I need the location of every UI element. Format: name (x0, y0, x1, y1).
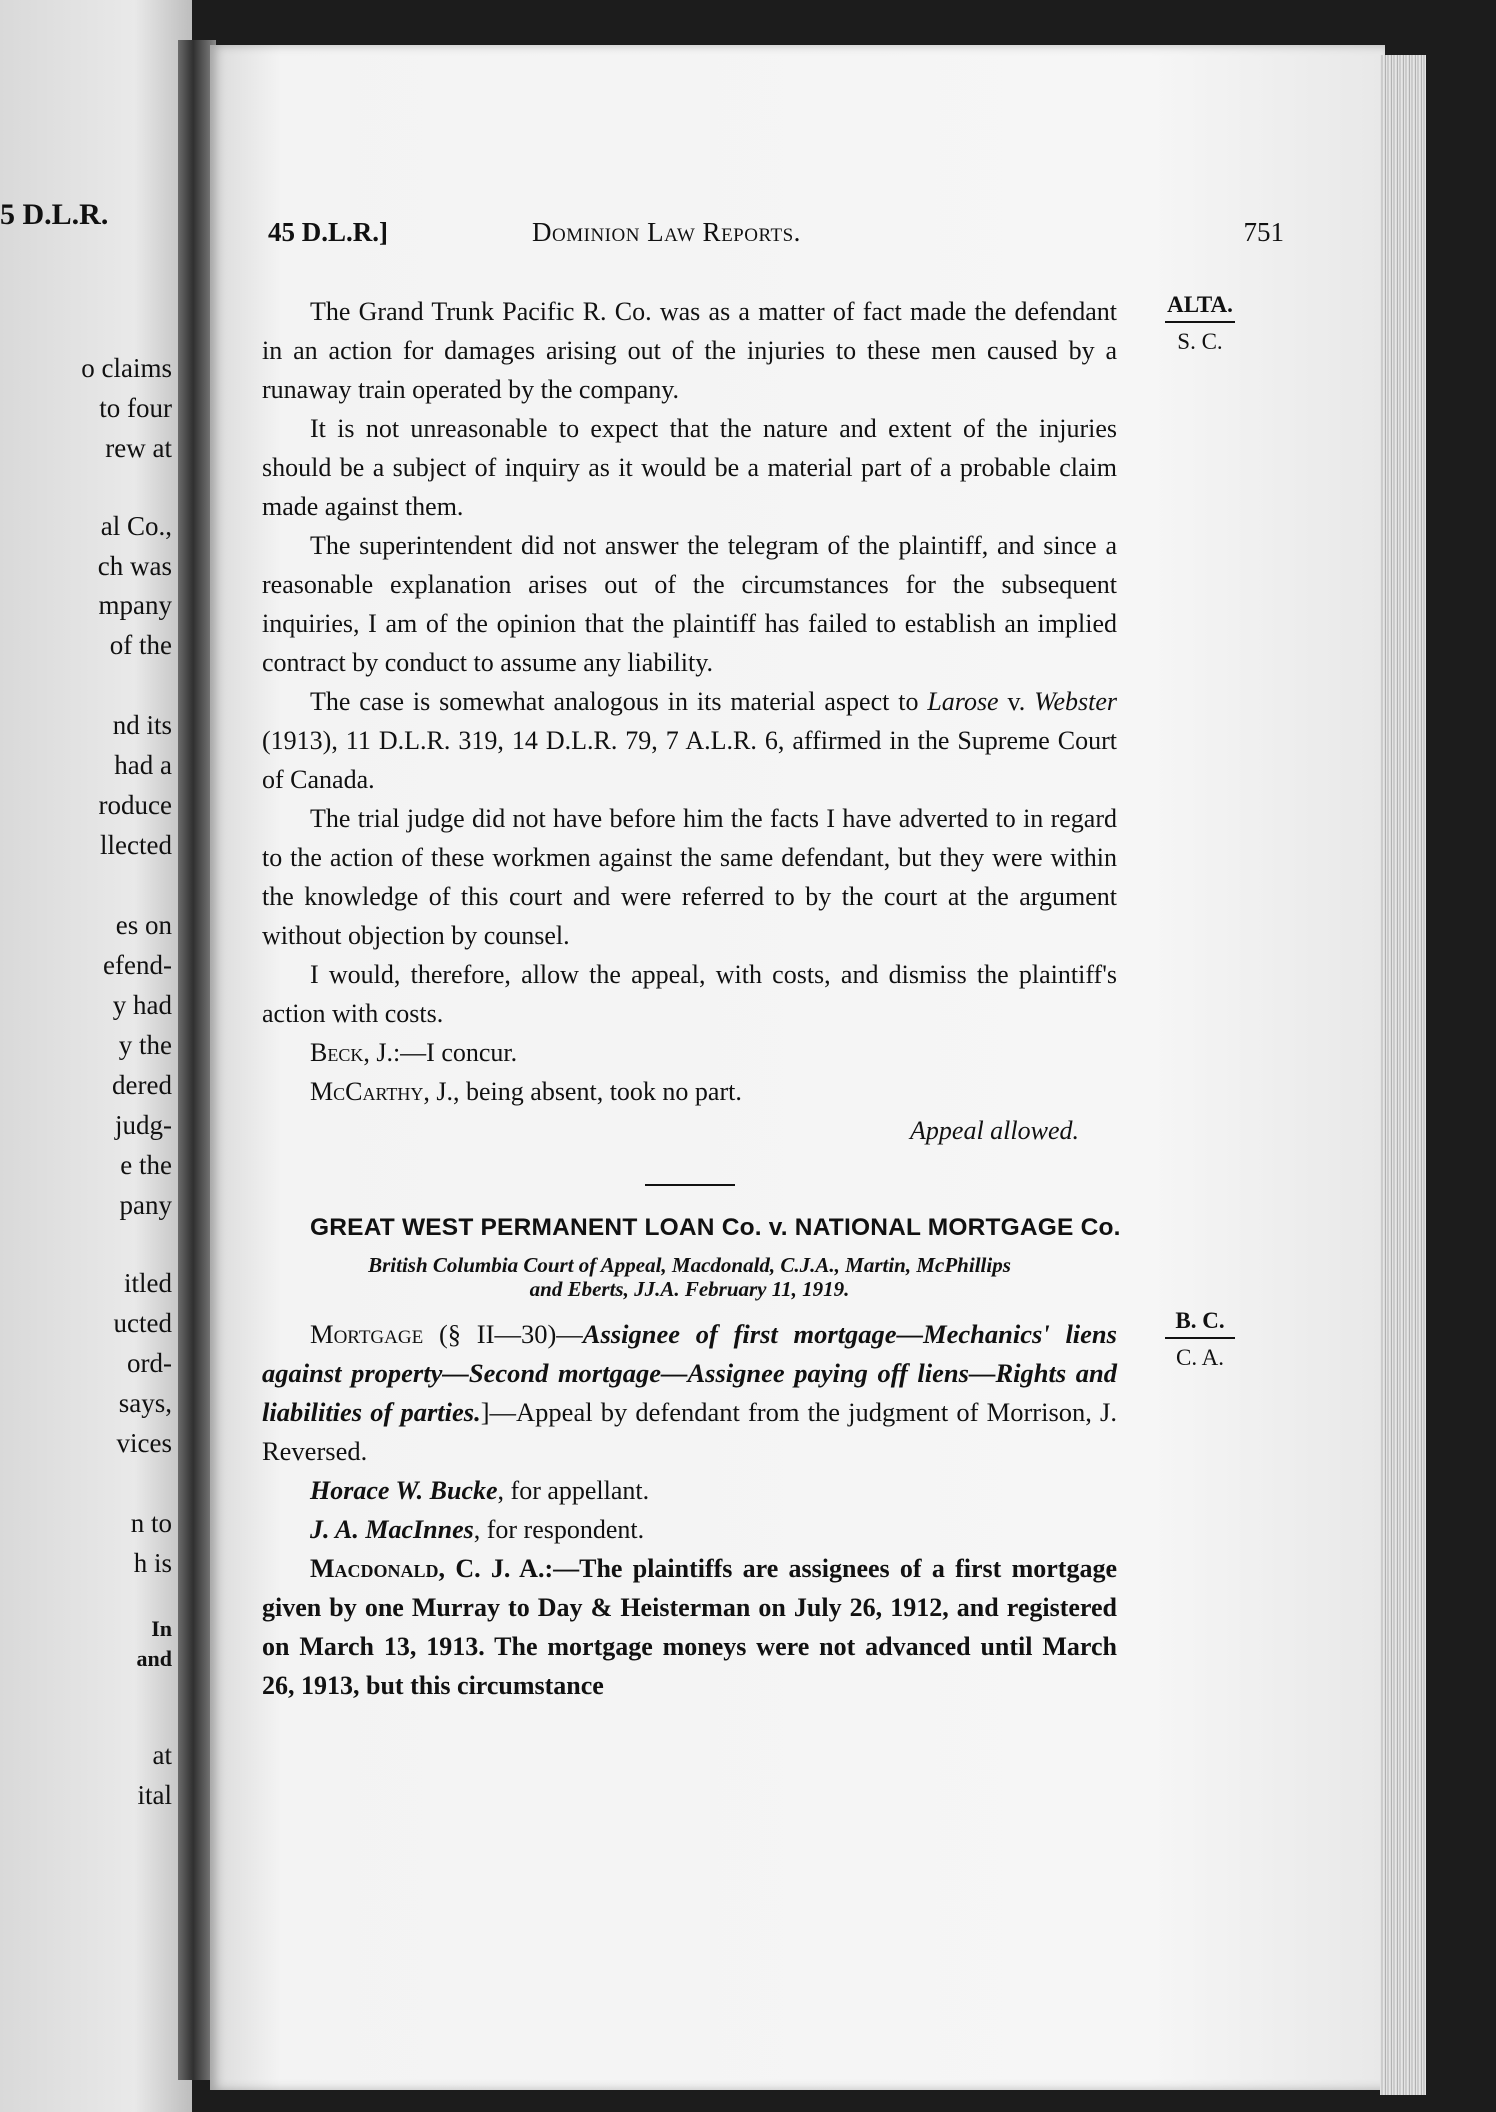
facing-page-fragment: ital (137, 1780, 172, 1810)
disposition: Appeal allowed. (910, 1116, 1079, 1145)
facing-page-fragment: of the (109, 630, 172, 660)
facing-page-fragment: rew at (105, 433, 172, 463)
facing-page-fragment: nd its (112, 710, 172, 740)
text-run: , J.:—I concur. (363, 1038, 518, 1067)
text-run: , for respondent. (473, 1515, 645, 1544)
facing-page-fragment: n to (130, 1508, 172, 1538)
facing-page-header: 5 D.L.R. (0, 198, 109, 231)
judge-name: Macdonald (310, 1554, 439, 1583)
headnote (262, 1315, 1117, 1471)
case-name: Webster (1034, 687, 1117, 716)
margin-note-jurisdiction (1165, 1308, 1235, 1371)
page-number: 751 (1243, 217, 1284, 247)
text-run: The case is somewhat analogous in its material aspect to (310, 687, 928, 716)
page-body (262, 292, 1121, 1705)
court-line-2: and Eberts, JJ.A. February 11, 1919. (529, 1277, 850, 1301)
facing-page-fragment: llected (100, 830, 172, 860)
facing-page-fragment: h is (133, 1548, 172, 1578)
facing-page-fragment: ucted (113, 1308, 172, 1338)
paragraph: It is not unreasonable to expect that the nature and extent of the injuries should be a subject of inquiry as it would be a material part of a probable claim made against them. (262, 414, 1117, 521)
judge-name: McCarthy (310, 1077, 424, 1106)
page-edges (1380, 55, 1426, 2095)
facing-page-fragment: ch was (97, 551, 172, 581)
counsel-line (262, 1510, 1117, 1549)
margin-note-court: S. C. (1177, 329, 1223, 354)
text-run: , J., being absent, took no part. (423, 1077, 742, 1106)
facing-page-fragment: al Co., (100, 511, 172, 541)
facing-page-fragment: e the (120, 1150, 172, 1180)
paragraph (262, 682, 1117, 799)
facing-page (0, 0, 192, 2112)
headnote-section: (§ II—30)— (423, 1319, 583, 1349)
facing-page-fragment: es on (115, 910, 172, 940)
facing-page-fragment: and (136, 1646, 172, 1671)
court-line (262, 1253, 1117, 1301)
facing-page-fragment: judg- (115, 1110, 172, 1140)
publication-title: Dominion Law Reports. (532, 217, 801, 247)
facing-page-fragment: at (152, 1740, 172, 1770)
paragraph: I would, therefore, allow the appeal, with costs, and dismiss the plaintiff's action with costs. (262, 960, 1117, 1028)
facing-page-fragment: efend- (103, 950, 172, 980)
facing-page-fragment: roduce (98, 790, 172, 820)
facing-page-fragment: o claims (81, 353, 172, 383)
margin-note-province: ALTA. (1165, 292, 1235, 323)
facing-page-fragment: had a (114, 750, 172, 780)
text-run: , for appellant. (497, 1476, 650, 1505)
text-run: v. (998, 687, 1035, 716)
volume-reference: 45 D.L.R.] (268, 217, 388, 247)
facing-page-fragment: dered (112, 1070, 172, 1100)
facing-page-fragment: pany (119, 1190, 172, 1220)
facing-page-fragment: y the (118, 1030, 172, 1060)
facing-page-fragment: In (151, 1616, 172, 1641)
headnote-topics: Assignee of first mortgage—Mechanics' liens against property—Second mortgage—Assignee paying off liens—Rights and liabilities of parties. (262, 1319, 1117, 1427)
court-line-1: British Columbia Court of Appeal, Macdonald, C.J.A., Martin, McPhillips (368, 1253, 1011, 1277)
case-title: GREAT WEST PERMANENT LOAN Co. v. NATIONAL MORTGAGE Co. (310, 1214, 1121, 1241)
counsel-line (262, 1471, 1117, 1510)
facing-page-fragment: mpany (98, 590, 172, 620)
case-name: Larose (927, 687, 999, 716)
paragraph: The superintendent did not answer the telegram of the plaintiff, and since a reasonable explanation arises out of the circumstances for the subsequent inquiries, I am of the opinion that the plaintiff has failed to establish an implied contract by conduct to assume any liability. (262, 531, 1117, 677)
facing-page-fragment: ord- (127, 1348, 172, 1378)
concurrence (262, 1033, 1117, 1072)
margin-note-province: B. C. (1165, 1308, 1235, 1339)
counsel-name: Horace W. Bucke (310, 1476, 498, 1505)
margin-note-jurisdiction (1165, 292, 1235, 355)
text-run: (1913), 11 D.L.R. 319, 14 D.L.R. 79, 7 A.L.R. 6, affirmed in the Supreme Court of Canada. (262, 726, 1117, 794)
counsel-name: J. A. MacInnes (310, 1515, 474, 1544)
headnote-rest: ]—Appeal by defendant from the judgment of Morrison, J. Reversed. (262, 1397, 1117, 1466)
section-divider (645, 1184, 735, 1186)
running-header (268, 212, 1284, 252)
margin-note-court: C. A. (1176, 1345, 1224, 1370)
paragraph: The trial judge did not have before him the facts I have adverted to in regard to the action of these workmen against the same defendant, but they were within the knowledge of this court and were referred to by the court at the argument without objection by counsel. (262, 804, 1117, 950)
facing-page-fragment: y had (112, 990, 172, 1020)
facing-page-fragment: to four (99, 393, 172, 423)
text-run: , C. J. A.:—The plaintiffs are assignees of a first mortgage given by one Murray to Day & Heisterman on July 26, 1912, and registered on March 13, 1913. The mortgage moneys were not advanced until March 26, 1913, but this circumstance (262, 1554, 1117, 1700)
headnote-label: Mortgage (310, 1319, 424, 1349)
facing-page-fragment: itled (124, 1268, 172, 1298)
facing-page-fragment: says, (118, 1388, 172, 1418)
judgment-opening (262, 1549, 1117, 1705)
abstention (262, 1072, 1117, 1111)
paragraph: The Grand Trunk Pacific R. Co. was as a matter of fact made the defendant in an action for damages arising out of the injuries to these men caused by a runaway train operated by the company. (262, 297, 1117, 404)
judge-name: Beck (310, 1038, 364, 1067)
facing-page-fragment: vices (116, 1428, 172, 1458)
